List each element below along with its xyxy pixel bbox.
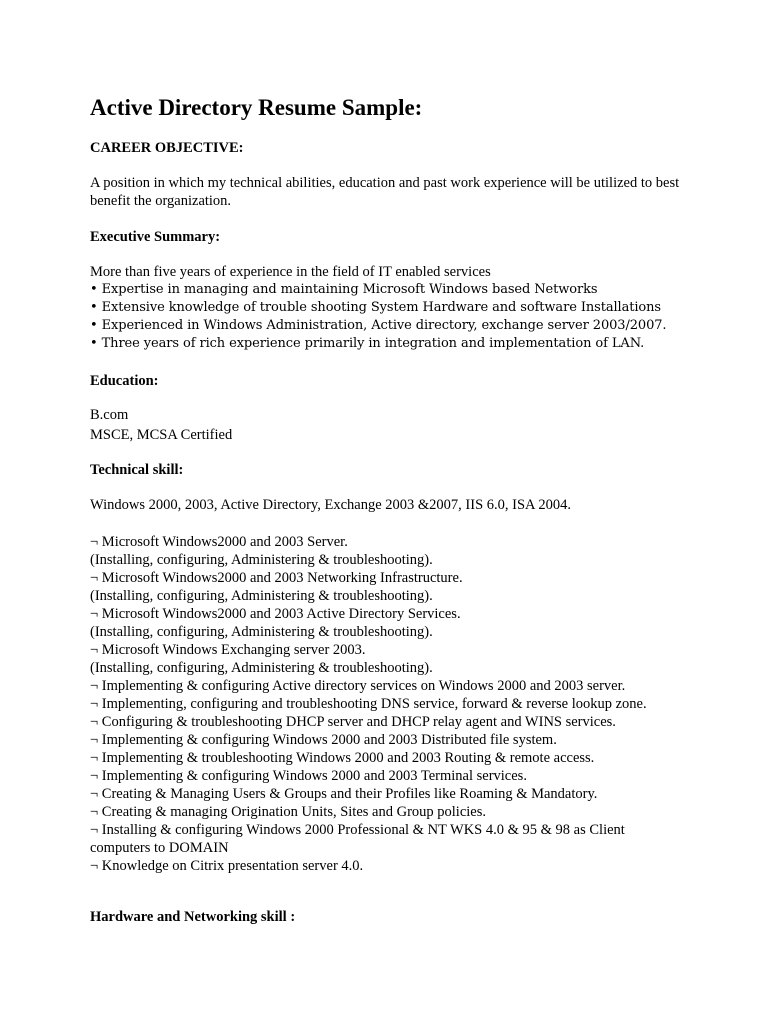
skill-line: ¬ Microsoft Windows2000 and 2003 Server. (90, 534, 348, 550)
skill-line: ¬ Microsoft Windows Exchanging server 2003. (90, 642, 366, 658)
skill-line: (Installing, configuring, Administering & troubleshooting). (90, 624, 433, 640)
skill-line-wrapped: ¬ Installing & configuring Windows 2000 Professional & NT WKS 4.0 & 95 & 98 as Client computers to DOMAIN (90, 822, 625, 856)
summary-bullet: • Expertise in managing and maintaining Microsoft Windows based Networks (90, 282, 598, 297)
skill-line: (Installing, configuring, Administering & troubleshooting). (90, 552, 433, 568)
skill-line: (Installing, configuring, Administering & troubleshooting). (90, 588, 433, 604)
skill-line: ¬ Microsoft Windows2000 and 2003 Active Directory Services. (90, 606, 461, 622)
education-line: B.com (90, 407, 129, 423)
career-objective-text: A position in which my technical abilities, education and past work experience will be utilized to best benefit the organization. (90, 175, 680, 209)
education-line: MSCE, MCSA Certified (90, 427, 233, 443)
summary-bullet: • Experienced in Windows Administration, Active directory, exchange server 2003/2007. (90, 318, 667, 333)
executive-summary-list (90, 263, 690, 353)
technical-skill-heading: Technical skill: (90, 462, 184, 478)
executive-summary-intro: More than five years of experience in the field of IT enabled services (90, 264, 491, 280)
skill-line: ¬ Implementing & configuring Windows 2000 and 2003 Terminal services. (90, 768, 527, 784)
document-title: Active Directory Resume Sample: (90, 95, 423, 120)
skill-line: ¬ Implementing, configuring and troubleshooting DNS service, forward & reverse lookup zone. (90, 696, 647, 712)
summary-bullet: • Extensive knowledge of trouble shooting System Hardware and software Installations (90, 300, 661, 315)
skill-line: ¬ Creating & managing Origination Units, Sites and Group policies. (90, 804, 486, 820)
skill-line: ¬ Implementing & troubleshooting Windows 2000 and 2003 Routing & remote access. (90, 750, 595, 766)
education-list (90, 406, 690, 444)
skill-line: ¬ Creating & Managing Users & Groups and their Profiles like Roaming & Mandatory. (90, 786, 598, 802)
career-objective-heading: CAREER OBJECTIVE: (90, 140, 244, 156)
skill-line: ¬ Implementing & configuring Active directory services on Windows 2000 and 2003 server. (90, 678, 626, 694)
skill-line-last: ¬ Knowledge on Citrix presentation server 4.0. (90, 858, 364, 874)
skill-line: ¬ Configuring & troubleshooting DHCP server and DHCP relay agent and WINS services. (90, 714, 616, 730)
skill-line: ¬ Implementing & configuring Windows 2000 and 2003 Distributed file system. (90, 732, 557, 748)
executive-summary-heading: Executive Summary: (90, 229, 221, 245)
technical-skill-list (90, 533, 690, 875)
hardware-networking-heading: Hardware and Networking skill : (90, 909, 296, 925)
education-heading: Education: (90, 373, 159, 389)
technical-skill-summary: Windows 2000, 2003, Active Directory, Exchange 2003 &2007, IIS 6.0, ISA 2004. (90, 497, 571, 513)
summary-bullet: • Three years of rich experience primarily in integration and implementation of LAN. (90, 336, 645, 351)
skill-line: (Installing, configuring, Administering & troubleshooting). (90, 660, 433, 676)
skill-line: ¬ Microsoft Windows2000 and 2003 Networking Infrastructure. (90, 570, 463, 586)
